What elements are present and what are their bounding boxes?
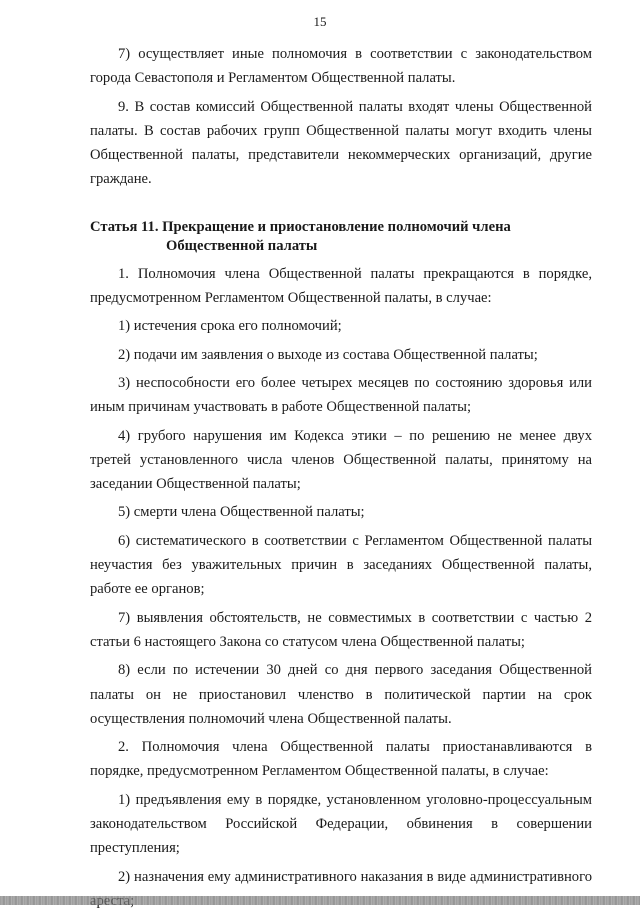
paragraph: 1. Полномочия члена Общественной палаты прекращаются в порядке, предусмотренном Регламентом Общественной палаты, в случае:	[90, 265, 592, 307]
list-item: 1) истечения срока его полномочий;	[118, 318, 342, 335]
list-item: 3) неспособности его более четырех месяцев по состоянию здоровья или иным причинам участвовать в работе Общественной палаты;	[90, 374, 592, 416]
article-heading	[90, 218, 592, 256]
paragraph: 2. Полномочия члена Общественной палаты приостанавливаются в порядке, предусмотренном Регламентом Общественной палаты, в случае:	[90, 739, 592, 780]
scan-edge	[0, 896, 640, 905]
list-item: 8) если по истечении 30 дней со дня первого заседания Общественной палаты он не приостановил членство в политической партии на срок осуществления полномочий члена Общественной палаты.	[90, 662, 592, 727]
list-item: 4) грубого нарушения им Кодекса этики – по решению не менее двух третей установленного числа членов Общественной палаты, принятому на заседании Общественной палаты;	[90, 427, 592, 493]
list-item: 1) предъявления ему в порядке, установленном уголовно-процессуальным законодательством Российской Федерации, обвинения в совершении преступления;	[90, 791, 592, 857]
list-item: 2) подачи им заявления о выходе из состава Общественной палаты;	[118, 346, 538, 363]
list-item: 7) выявления обстоятельств, не совместимых в соответствии с частью 2 статьи 6 настоящего Закона со статусом члена Общественной палаты;	[90, 609, 592, 650]
article-heading-line: Статья 11. Прекращение и приостановление полномочий члена	[90, 218, 511, 235]
article-heading-line: Общественной палаты	[166, 237, 318, 254]
paragraph: 9. В состав комиссий Общественной палаты входят члены Общественной палаты. В состав рабочих групп Общественной палаты могут входить члены Общественной палаты, представители некоммерческих организаций, другие граждане.	[90, 98, 592, 188]
list-item: 6) систематического в соответствии с Регламентом Общественной палаты неучастия без уважительных причин в заседаниях Общественной палаты, работе ее органов;	[90, 532, 592, 598]
document-body	[90, 42, 592, 913]
list-item: 2) назначения ему административного наказания в виде административного	[118, 868, 592, 885]
list-item: 5) смерти члена Общественной палаты;	[118, 504, 365, 521]
page-number: 15	[313, 14, 327, 29]
paragraph: 7) осуществляет иные полномочия в соответствии с законодательством города Севастополя и Регламентом Общественной палаты.	[90, 46, 592, 87]
